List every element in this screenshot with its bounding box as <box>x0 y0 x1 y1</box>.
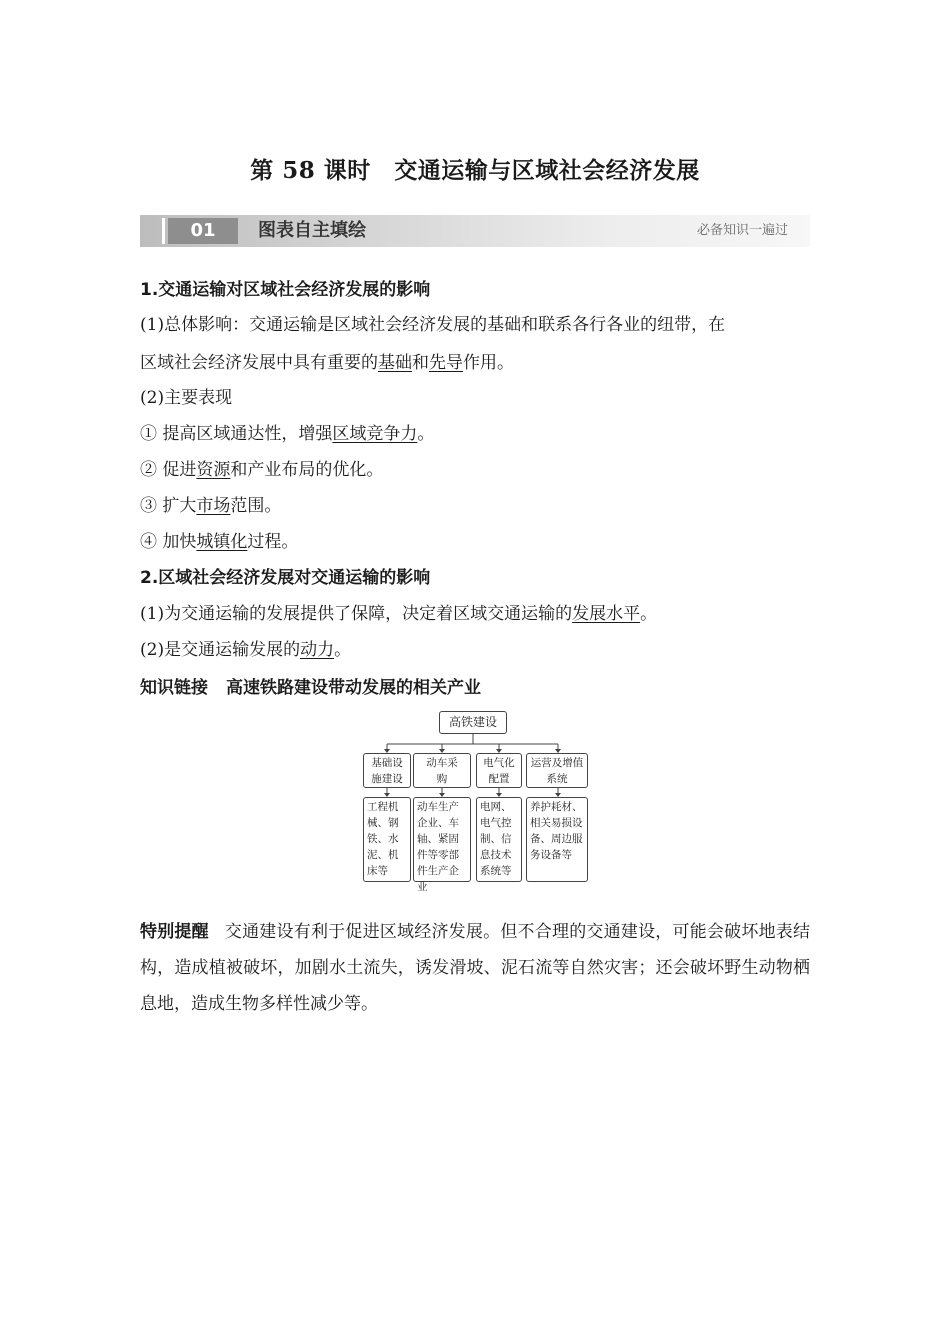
knowledge-link-label: 知识链接 <box>140 678 208 698</box>
banner-right-text: 必备知识一遍过 <box>696 223 788 238</box>
blank-answer: 区域竞争力 <box>332 424 418 444</box>
list-item <box>140 494 281 518</box>
diagram-category-node: 基础设施建设 <box>363 753 411 788</box>
blank-answer: 发展水平 <box>572 604 641 624</box>
list-item <box>140 530 298 554</box>
section1-heading: 1.交通运输对区域社会经济发展的影响 <box>140 280 431 300</box>
text: 区域社会经济发展中具有重要的 <box>140 353 378 373</box>
text: 。 <box>640 604 658 624</box>
diagram-category-node: 电气化配置 <box>476 753 522 788</box>
diagram-detail-node: 动车生产企业、车轴、紧固件等零部件生产企业 <box>413 797 471 882</box>
text: ② 促进 <box>140 460 197 480</box>
diagram-detail-node: 工程机械、钢铁、水泥、机床等 <box>363 797 411 882</box>
diagram-detail-node: 电网、电气控制、信息技术系统等 <box>476 797 522 882</box>
text: ③ 扩大 <box>140 496 197 516</box>
section2-p1 <box>140 602 657 626</box>
knowledge-link <box>140 676 481 700</box>
diagram-category-node: 动车采购 <box>413 753 471 788</box>
text: 和 <box>412 353 429 373</box>
diagram-root-node: 高铁建设 <box>439 711 507 734</box>
reminder-text: 交通建设有利于促进区域经济发展。但不合理的交通建设，可能会破坏地表结构，造成植被破坏，加剧水土流失，诱发滑坡、泥石流等自然灾害；还会破坏野生动物栖息地，造成生物多样性减少等。 <box>140 922 811 1014</box>
banner-number: 01 <box>168 218 238 244</box>
text: (1)为交通运输的发展提供了保障，决定着区域交通运输的 <box>140 604 573 624</box>
text: 过程。 <box>247 532 299 552</box>
reminder-label: 特别提醒 <box>140 922 209 942</box>
section1-p1-line2 <box>140 351 514 375</box>
blank-answer: 城镇化 <box>196 532 248 552</box>
page-title: 第 58 课时 交通运输与区域社会经济发展 <box>250 157 700 184</box>
special-reminder <box>140 914 810 1022</box>
text: (1)总体影响：交通运输是区域社会经济发展的基础和联系各行各业的纽带，在 <box>140 315 726 335</box>
text: 。 <box>334 640 352 660</box>
text: (2)是交通运输发展的 <box>140 640 301 660</box>
text: 范围。 <box>230 496 282 516</box>
blank-answer: 资源 <box>196 460 231 480</box>
blank-answer: 基础 <box>378 353 412 373</box>
section1-p2: (2)主要表现 <box>140 388 233 408</box>
text: 和产业布局的优化。 <box>230 460 384 480</box>
text: 。 <box>417 424 435 444</box>
diagram-detail-node: 养护耗材、相关易损设备、周边服务设备等 <box>526 797 588 882</box>
section2-p2 <box>140 638 351 662</box>
blank-answer: 先导 <box>429 353 463 373</box>
section2-heading: 2.区域社会经济发展对交通运输的影响 <box>140 568 431 588</box>
list-item <box>140 458 383 482</box>
banner-label: 图表自主填绘 <box>258 220 366 241</box>
list-item <box>140 422 434 446</box>
text: ④ 加快 <box>140 532 197 552</box>
text: 作用。 <box>463 353 514 373</box>
knowledge-link-text: 高速铁路建设带动发展的相关产业 <box>226 678 481 698</box>
text: ① 提高区域通达性，增强 <box>140 424 333 444</box>
blank-answer: 动力 <box>300 640 335 660</box>
industry-tree-diagram <box>360 708 590 893</box>
section1-p1-line1 <box>140 313 725 337</box>
diagram-category-node: 运营及增值系统 <box>526 753 588 788</box>
section-banner <box>140 215 810 247</box>
blank-answer: 市场 <box>196 496 231 516</box>
